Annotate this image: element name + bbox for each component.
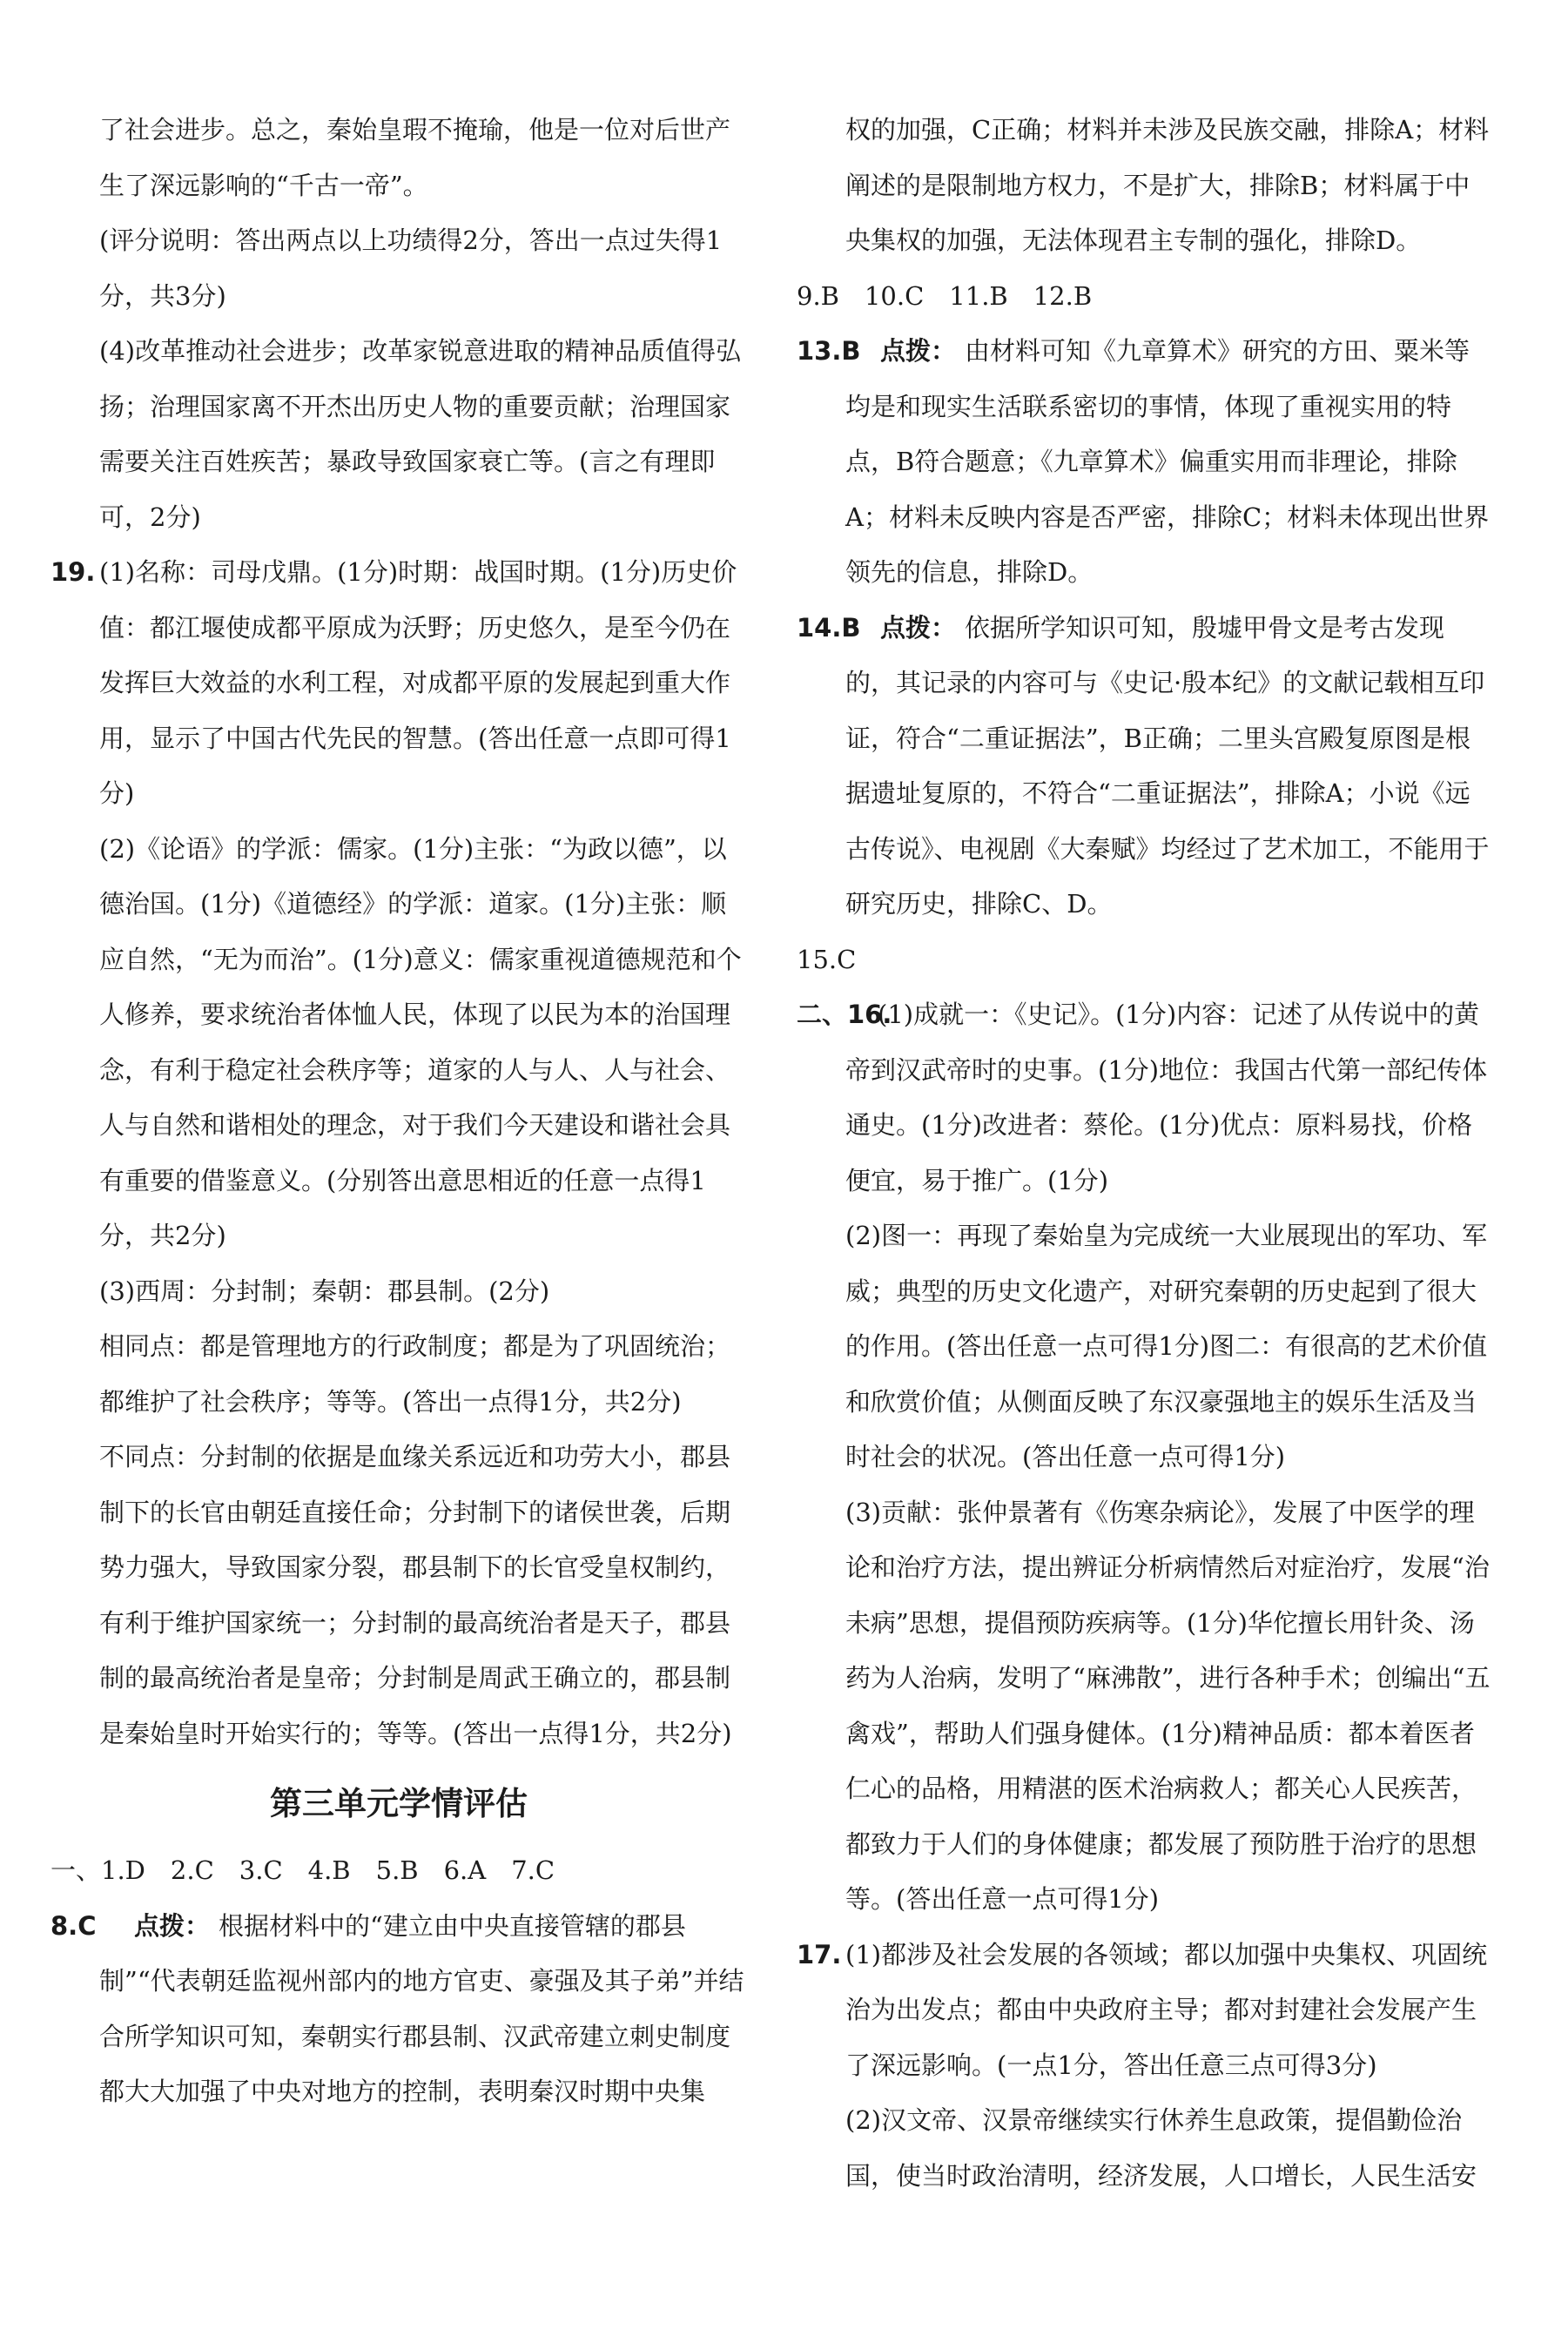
- paragraph-text: [50, 324, 747, 545]
- paragraph-body: 一、1.D 2.C 3.C 4.B 5.B 6.A 7.C: [50, 1855, 555, 1885]
- paragraph-body: 15.C: [797, 944, 857, 974]
- paragraph-text: [50, 1264, 747, 1320]
- question-number: 19.: [50, 557, 96, 587]
- answer-paragraph: [797, 987, 1493, 1209]
- left-paragraphs: [50, 103, 747, 1761]
- paragraph-text: [797, 2093, 1493, 2204]
- paragraph-body: (3)贡献：张仲景著有《伤寒杂病论》，发展了中医学的理论和治疗方法，提出辨证分析病情然后对症治疗，发展“治未病”思想，提倡预防疾病等。(1分)华佗擅长用针灸、汤药为人治病，发明了“麻沸散”，进行各种手术；创编出“五禽戏”，帮助人们强身健体。(1分)精神品质：都本着医者仁心的品格，用精湛的医术治病救人；都关心人民疾苦，都致力于人们的身体健康；都发展了预防胜于治疗的思想等。(答出任意一点可得1分): [845, 1497, 1491, 1914]
- answer-paragraph: [50, 103, 747, 213]
- question-number: 14.B: [797, 612, 861, 643]
- question-number: 13.B: [797, 336, 861, 366]
- paragraph-body: (1)都涉及社会发展的各领域；都以加强中央集权、巩固统治为出发点；都由中央政府主导；都对封建社会发展产生了深远影响。(一点1分，答出任意三点可得3分): [845, 1939, 1488, 2080]
- paragraph-body: 权的加强，C正确；材料并未涉及民族交融，排除A；材料阐述的是限制地方权力，不是扩大，排除B；材料属于中央集权的加强，无法体现君主专制的强化，排除D。: [845, 115, 1490, 255]
- paragraph-text: [797, 269, 1493, 325]
- answer-paragraph: [50, 324, 747, 545]
- paragraph-text: [50, 822, 747, 1264]
- answer-paragraph: [797, 601, 1493, 932]
- paragraph-text: [50, 1319, 747, 1430]
- answer-paragraph: [50, 1430, 747, 1761]
- paragraph-text: [50, 1843, 747, 1899]
- paragraph-text: [797, 1209, 1493, 1485]
- paragraph-body: 9.B 10.C 11.B 12.B: [797, 280, 1093, 311]
- answer-paragraph: [50, 822, 747, 1264]
- answer-paragraph: [797, 932, 1493, 988]
- question-number: 8.C: [50, 1910, 97, 1941]
- paragraph-body: (4)改革推动社会进步；改革家锐意进取的精神品质值得弘扬；治理国家离不开杰出历史人物的重要贡献；治理国家需要关注百姓疾苦；暴政导致国家衰亡等。(言之有理即可，2分): [99, 336, 742, 532]
- answer-paragraph: [797, 2093, 1493, 2204]
- answer-paragraph: [797, 324, 1493, 601]
- paragraph-body: (2)汉文帝、汉景帝继续实行休养生息政策，提倡勤俭治国，使当时政治清明，经济发展，人口增长，人民生活安: [845, 2105, 1477, 2191]
- answer-paragraph: [50, 1899, 747, 2120]
- paragraph-body: 相同点：都是管理地方的行政制度；都是为了巩固统治；都维护了社会秩序；等等。(答出一点得1分，共2分): [99, 1331, 731, 1417]
- right-column: [797, 103, 1493, 2204]
- answer-paragraph: [50, 1264, 747, 1320]
- answer-paragraph: [797, 103, 1493, 269]
- answer-paragraph: [50, 545, 747, 822]
- answer-paragraph: [797, 1485, 1493, 1928]
- paragraph-text: [50, 213, 747, 324]
- paragraph-text: [797, 324, 1493, 601]
- answer-paragraph: [50, 213, 747, 324]
- hint-label: 点拨：: [880, 336, 957, 366]
- paragraph-text: [50, 1899, 747, 2120]
- answer-paragraph: [797, 1928, 1493, 2094]
- paragraph-text: [797, 987, 1493, 1209]
- paragraph-body: (1)成就一：《史记》。(1分)内容：记述了从传说中的黄帝到汉武帝时的史事。(1分)地位：我国古代第一部纪传体通史。(1分)改进者：蔡伦。(1分)优点：原料易找，价格便宜，易于推广。(1分): [845, 1000, 1488, 1195]
- section-heading: 第三单元学情评估: [270, 1785, 528, 1822]
- paragraph-body: 根据材料中的“建立由中央直接管辖的郡县制”“代表朝廷监视州部内的地方官吏、豪强及其子弟”并结合所学知识可知，秦朝实行郡县制、汉武帝建立刺史制度都大大加强了中央对地方的控制，表明秦汉时期中央集: [99, 1910, 744, 2106]
- paragraph-body: (1)名称：司母戊鼎。(1分)时期：战国时期。(1分)历史价值：都江堰使成都平原成为沃野；历史悠久，是至今仍在发挥巨大效益的水利工程，对成都平原的发展起到重大作用，显示了中国古代先民的智慧。(答出任意一点即可得1分): [99, 557, 737, 808]
- paragraph-body: 依据所学知识可知，殷墟甲骨文是考古发现的，其记录的内容可与《史记·殷本纪》的文献记载相互印证，符合“二重证据法”，B正确；二里头宫殿复原图是根据遗址复原的，不符合“二重证据法”，排除A；小说《远古传说》、电视剧《大秦赋》均经过了艺术加工，不能用于研究历史，排除C、D。: [845, 612, 1490, 919]
- paragraph-text: [797, 103, 1493, 269]
- left-paragraphs-after-heading: [50, 1843, 747, 2120]
- paragraph-text: [797, 601, 1493, 932]
- paragraph-text: [50, 1430, 747, 1761]
- answer-paragraph: [50, 1319, 747, 1430]
- paragraph-body: 由材料可知《九章算术》研究的方田、粟米等均是和现实生活联系密切的事情，体现了重视实用的特点，B符合题意；《九章算术》偏重实用而非理论，排除A；材料未反映内容是否严密，排除C；材料未体现出世界领先的信息，排除D。: [845, 336, 1490, 587]
- hint-label: 点拨：: [134, 1910, 211, 1941]
- paragraph-text: [797, 932, 1493, 988]
- paragraph-body: (3)西周：分封制；秦朝：郡县制。(2分): [99, 1276, 550, 1306]
- paragraph-text: [50, 545, 747, 822]
- paragraph-body: 了社会进步。总之，秦始皇瑕不掩瑜，他是一位对后世产生了深远影响的“千古一帝”。: [99, 115, 731, 200]
- paragraph-body: (2)图一：再现了秦始皇为完成统一大业展现出的军功、军威；典型的历史文化遗产，对研究秦朝的历史起到了很大的作用。(答出任意一点可得1分)图二：有很高的艺术价值和欣赏价值；从侧面反映了东汉豪强地主的娱乐生活及当时社会的状况。(答出任意一点可得1分): [845, 1221, 1488, 1471]
- paragraph-text: [797, 1928, 1493, 2094]
- right-paragraphs: [797, 103, 1493, 2204]
- hint-label: 点拨：: [880, 612, 957, 643]
- paragraph-body: (评分说明：答出两点以上功绩得2分，答出一点过失得1分，共3分): [99, 226, 723, 311]
- left-column: [50, 103, 747, 2120]
- paragraph-text: [797, 1485, 1493, 1928]
- question-number: 二、16.: [797, 1000, 892, 1029]
- paragraph-body: (2)《论语》的学派：儒家。(1分)主张：“为政以德”，以德治国。(1分)《道德经》的学派：道家。(1分)主张：顺应自然，“无为而治”。(1分)意义：儒家重视道德规范和个人修养，要求统治者体恤人民，体现了以民为本的治国理念，有利于稳定社会秩序等；道家的人与人、人与社会、人与自然和谐相处的理念，对于我们今天建设和谐社会具有重要的借鉴意义。(分别答出意思相近的任意一点得1分，共2分): [99, 833, 742, 1250]
- answer-paragraph: [797, 269, 1493, 325]
- paragraph-body: 不同点：分封制的依据是血缘关系远近和功劳大小，郡县制下的长官由朝廷直接任命；分封制下的诸侯世袭，后期势力强大，导致国家分裂，郡县制下的长官受皇权制约，有利于维护国家统一；分封制的最高统治者是天子，郡县制的最高统治者是皇帝；分封制是周武王确立的，郡县制是秦始皇时开始实行的；等等。(答出一点得1分，共2分): [99, 1442, 732, 1748]
- answer-paragraph: [50, 1843, 747, 1899]
- question-number: 17.: [797, 1939, 842, 1969]
- paragraph-text: [50, 103, 747, 213]
- answer-paragraph: [797, 1209, 1493, 1485]
